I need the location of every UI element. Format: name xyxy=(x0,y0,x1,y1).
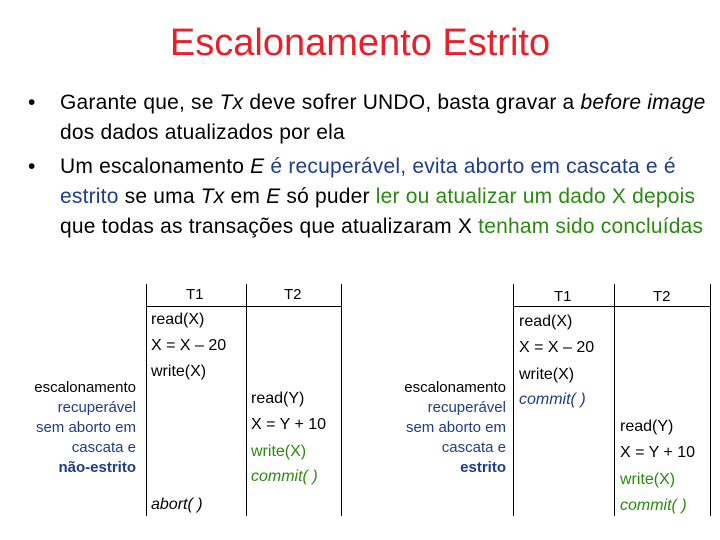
bullet-2 xyxy=(28,152,708,242)
bullet2-e: E xyxy=(250,155,265,178)
right-label-line: escalonamento xyxy=(404,379,506,396)
left-t1-op: abort( ) xyxy=(151,496,203,513)
bullet1-text-e: dos dados atualizados por ela xyxy=(60,121,345,144)
left-t2-op: commit( ) xyxy=(251,468,318,485)
left-schedule-divider xyxy=(246,284,247,516)
bullet2-definition: é recuperável, evita aborto em cascata e é estrito xyxy=(60,155,676,208)
left-label-line: recuperável xyxy=(57,399,136,416)
left-label-line: escalonamento xyxy=(34,379,136,396)
bullet2-condition: ler ou atualizar um dado X depois xyxy=(375,185,696,208)
bullet-list xyxy=(28,88,708,246)
bullet2-concluded: tenham sido concluídas xyxy=(478,215,704,238)
bullet1-text-c: deve sofrer UNDO, basta gravar a xyxy=(243,91,581,114)
right-schedule-border xyxy=(710,284,711,516)
right-t1-op: X = X – 20 xyxy=(519,339,595,356)
right-t2-op: write(X) xyxy=(620,471,676,488)
slide-title: Escalonamento Estrito xyxy=(169,22,551,64)
bullet2-e2: E xyxy=(266,185,281,208)
right-label-line: recuperável xyxy=(427,399,506,416)
left-t1-op: write(X) xyxy=(151,363,207,380)
bullet2-text-h: só puder xyxy=(280,185,376,208)
left-schedule-label xyxy=(8,378,136,478)
right-header-t2: T2 xyxy=(653,288,671,305)
left-t1-op: read(X) xyxy=(151,311,205,328)
left-t1-op: X = X – 20 xyxy=(151,337,227,354)
right-label-bold: estrito xyxy=(460,459,506,476)
right-t2-op: commit( ) xyxy=(620,497,687,514)
right-t2-op: X = Y + 10 xyxy=(620,444,696,461)
right-t1-op: write(X) xyxy=(519,366,575,383)
bullet2-text-j: que todas as transações que atualizaram X xyxy=(60,215,479,238)
left-label-line: cascata e xyxy=(71,439,136,456)
bullet2-tx: Tx xyxy=(200,185,225,208)
left-header-t1: T1 xyxy=(186,286,204,303)
right-t1-op: read(X) xyxy=(519,313,573,330)
left-label-line: sem aborto em xyxy=(35,419,136,436)
right-header-t1: T1 xyxy=(554,288,572,305)
left-t2-op: write(X) xyxy=(251,443,307,460)
right-schedule-border xyxy=(513,284,514,516)
left-schedule-header-line xyxy=(146,306,341,307)
right-t1-op: commit( ) xyxy=(519,391,586,408)
right-t2-op: read(Y) xyxy=(620,418,674,435)
right-label-line: sem aborto em xyxy=(405,419,506,436)
right-label-line: cascata e xyxy=(441,439,506,456)
bullet2-text-a: Um escalonamento xyxy=(60,155,251,178)
bullet1-before-image: before image xyxy=(580,91,706,114)
left-schedule-border xyxy=(341,284,342,516)
left-t2-op: read(Y) xyxy=(251,390,305,407)
bullet-dot-icon: • xyxy=(28,91,36,114)
bullet-1 xyxy=(28,88,708,148)
bullet1-tx: Tx xyxy=(219,91,244,114)
bullet2-text-f: em xyxy=(224,185,267,208)
bullet1-text-a: Garante que, se xyxy=(60,91,220,114)
left-header-t2: T2 xyxy=(284,286,302,303)
left-t2-op: X = Y + 10 xyxy=(251,416,327,433)
right-schedule-header-line xyxy=(513,306,710,307)
bullet-dot-icon: • xyxy=(28,155,36,178)
bullet2-text-d: se uma xyxy=(118,185,201,208)
right-schedule-label xyxy=(376,378,506,478)
right-schedule-divider xyxy=(614,284,615,516)
left-schedule-border xyxy=(146,284,147,516)
left-label-bold: não-estrito xyxy=(58,459,136,476)
